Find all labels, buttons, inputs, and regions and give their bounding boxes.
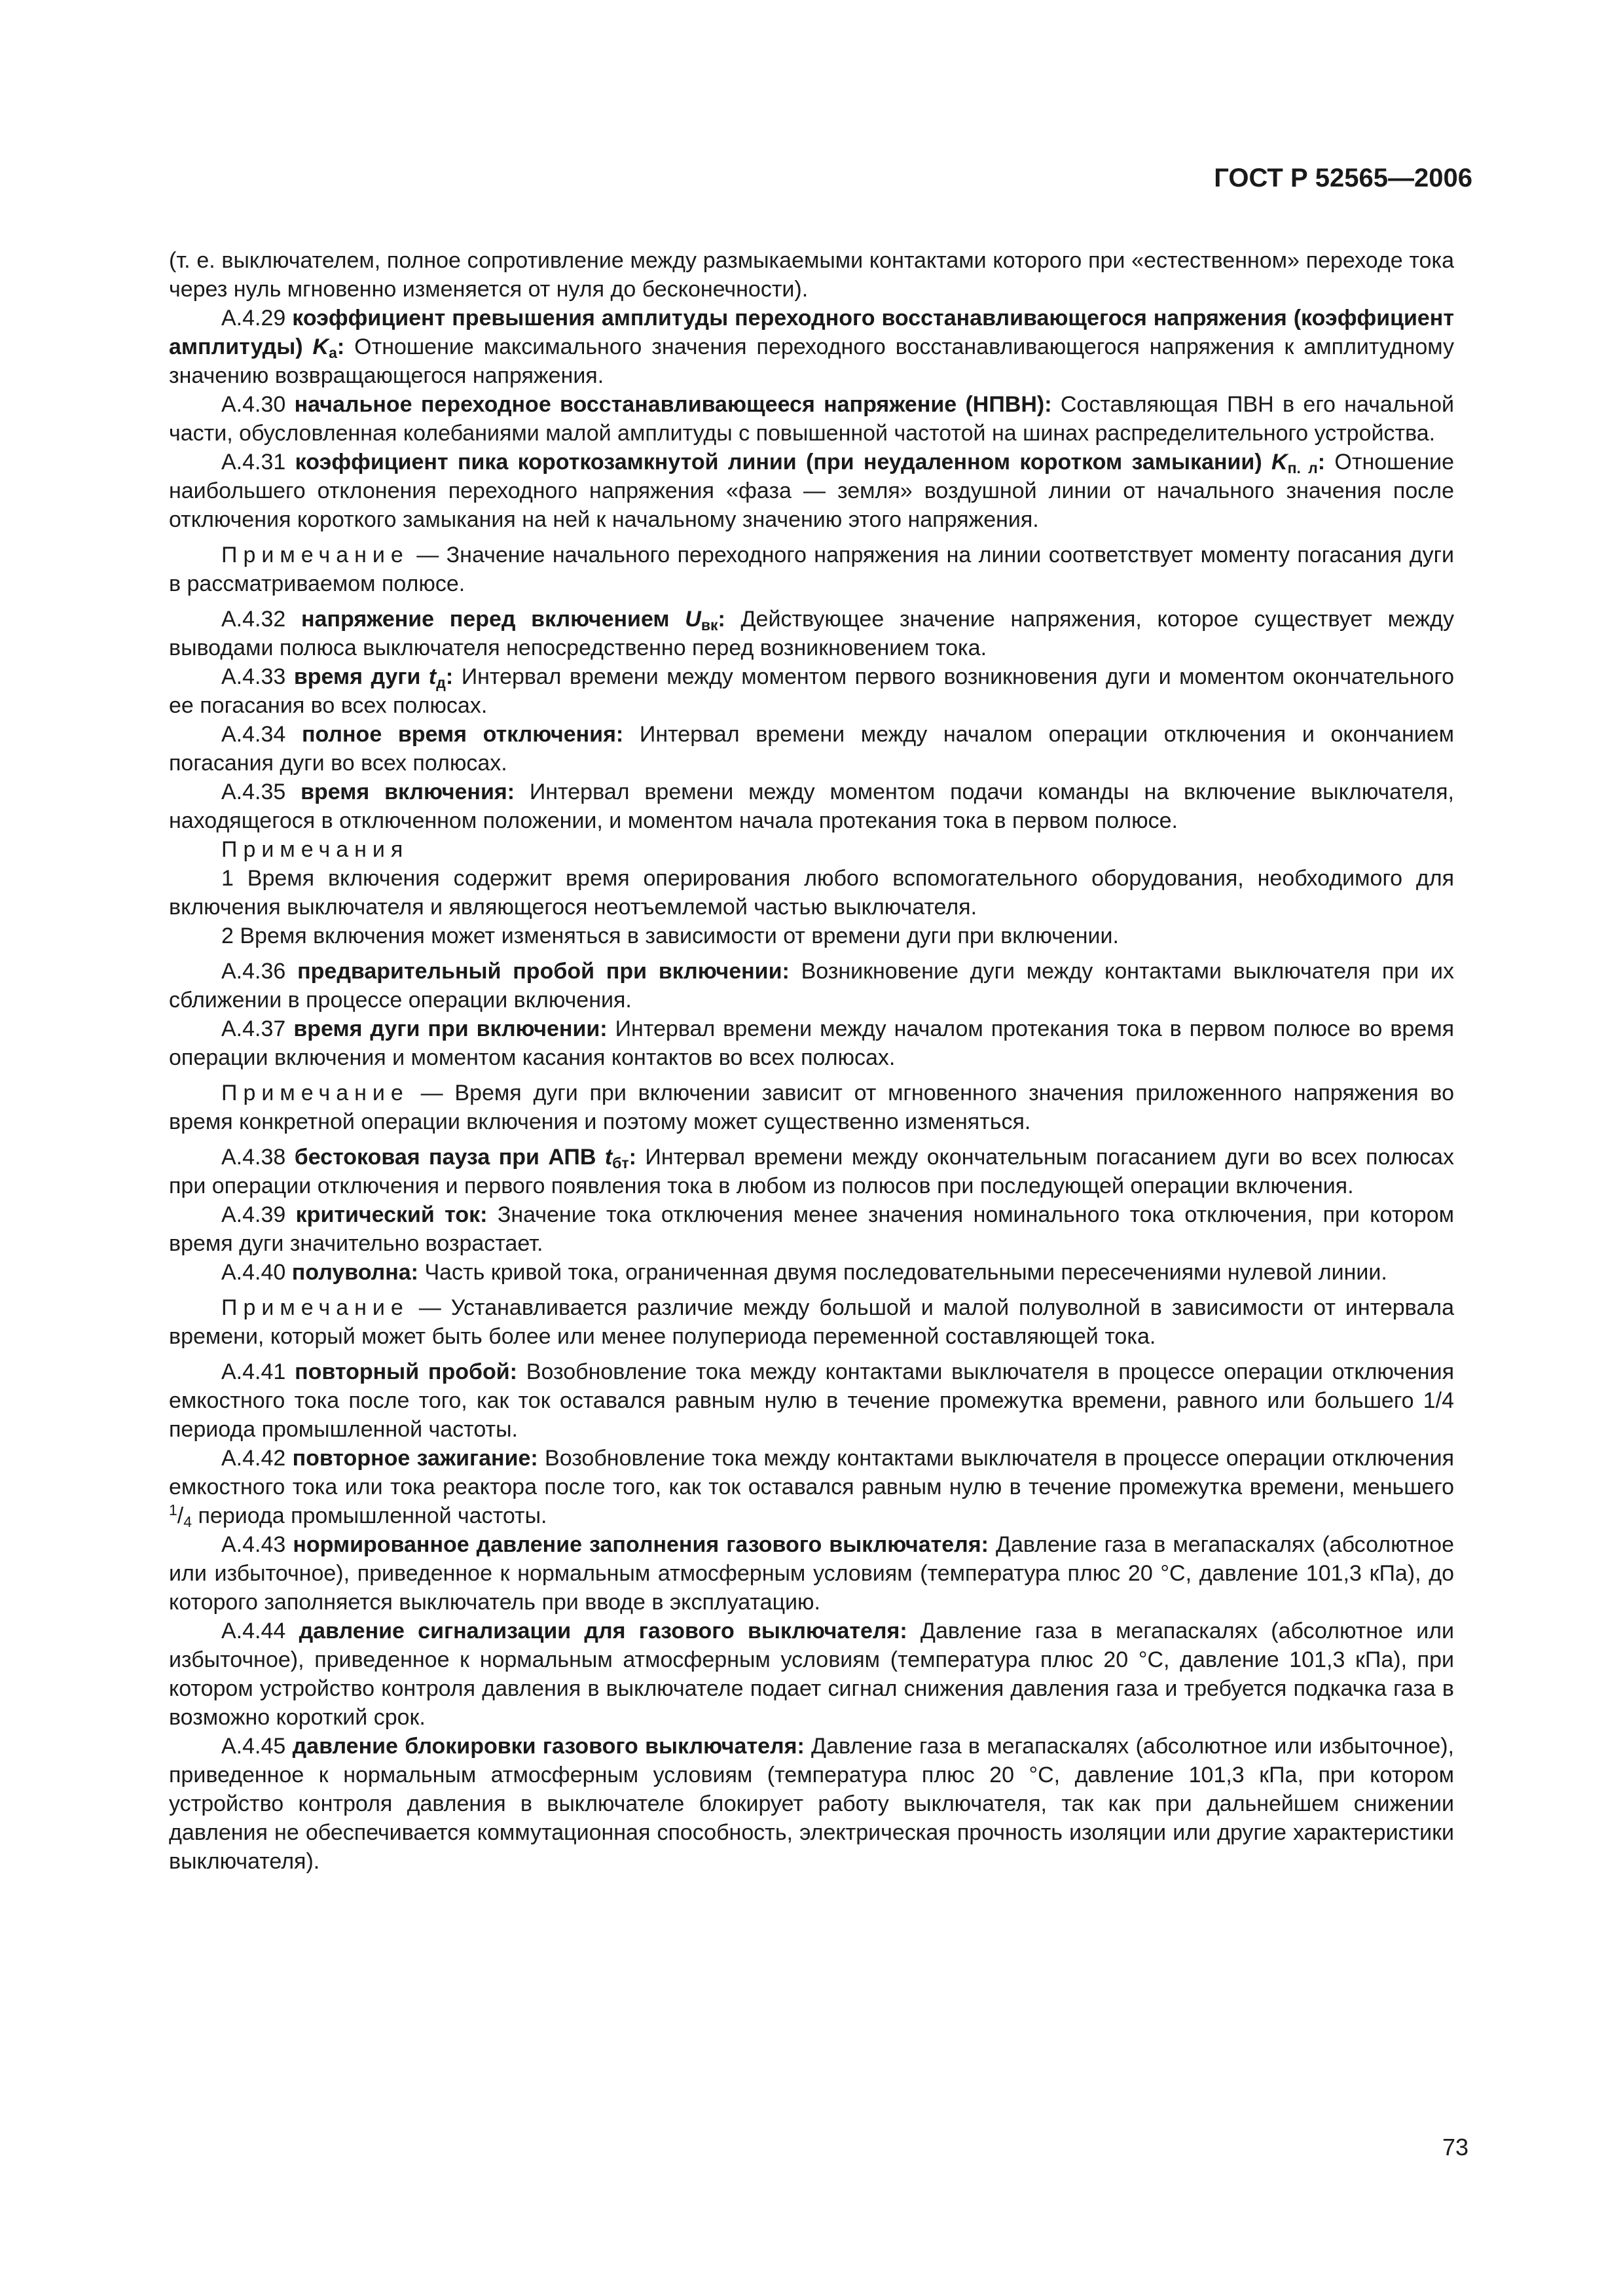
symbol: K bbox=[312, 334, 329, 359]
term: давление сигнализации для газового выключателя: bbox=[299, 1619, 907, 1643]
fraction-numerator: 1 bbox=[169, 1501, 177, 1518]
clause-number: А.4.31 bbox=[221, 450, 295, 475]
note-paragraph bbox=[169, 541, 1454, 598]
symbol-subscript: д bbox=[436, 674, 446, 691]
note-paragraph bbox=[169, 1079, 1454, 1136]
term: начальное переходное восстанавливающееся напряжение (НПВН): bbox=[294, 392, 1052, 417]
note-item-text: 1 Время включения содержит время оперирования любого вспомогательного оборудования, необходимого для включения выключателя и являющегося неотъемлемой частью выключателя. bbox=[169, 866, 1454, 920]
note-label: Примечание bbox=[221, 1295, 409, 1320]
note-item-2 bbox=[169, 922, 1454, 950]
clause-number: А.4.30 bbox=[221, 392, 295, 417]
definition-text-end: периода промышленной частоты. bbox=[192, 1503, 547, 1528]
note-text: — Устанавливается различие между большой и малой полуволной в зависимости от интервала времени, который может быть более или менее полупериода переменной составляющей тока. bbox=[169, 1295, 1454, 1349]
symbol-subscript: вк bbox=[701, 617, 718, 634]
definition-text: Составляющая ПВН в его начальной части, обусловленная колебаниями малой амплитуды с повышенной частотой на шинах распределительного устройства. bbox=[169, 392, 1454, 446]
term: повторное зажигание: bbox=[292, 1446, 538, 1471]
definition-a-4-34 bbox=[169, 720, 1454, 778]
definition-text: Давление газа в мегапаскалях (абсолютное или избыточное), приведенное к нормальным атмосферным условиям (температура плюс 20 °С, давление 101,3 кПа), при котором устройство контроля давления в выключателе подает сигнал снижения давления газа и требуется подкачка газа в возможно короткий срок. bbox=[169, 1619, 1455, 1730]
clause-number: А.4.36 bbox=[221, 959, 298, 984]
clause-number: А.4.34 bbox=[221, 722, 302, 747]
symbol: K bbox=[1271, 450, 1288, 475]
symbol: t bbox=[428, 664, 437, 689]
note-text: — Значение начального переходного напряжения на линии соответствует моменту погасания дуги в рассматриваемом полюсе. bbox=[169, 543, 1454, 596]
term-colon: : bbox=[718, 607, 725, 632]
fraction-denominator: 4 bbox=[183, 1513, 192, 1530]
document-code-header: ГОСТ Р 52565—2006 bbox=[1214, 164, 1472, 192]
note-label: Примечание bbox=[221, 543, 409, 567]
note-paragraph bbox=[169, 1293, 1454, 1351]
term: время дуги при включении: bbox=[293, 1016, 608, 1041]
clause-number: А.4.29 bbox=[221, 306, 293, 331]
page-number: 73 bbox=[1442, 2134, 1468, 2161]
clause-number: А.4.35 bbox=[221, 780, 301, 804]
definition-a-4-39 bbox=[169, 1200, 1454, 1258]
note-text: — Время дуги при включении зависит от мгновенного значения приложенного напряжения во время конкретной операции включения и поэтому может существенно изменяться. bbox=[169, 1081, 1454, 1134]
fraction-one-quarter: $^1/_4$ bbox=[169, 1501, 192, 1530]
term: бестоковая пауза при АПВ bbox=[294, 1145, 605, 1170]
term: критический ток: bbox=[295, 1202, 488, 1227]
definition-a-4-36 bbox=[169, 957, 1454, 1014]
clause-number: А.4.37 bbox=[221, 1016, 294, 1041]
term-colon: : bbox=[337, 334, 345, 359]
definition-a-4-42 bbox=[169, 1444, 1454, 1530]
definition-text: Интервал времени между моментом первого возникновения дуги и моментом окончательного ее погасания во всех полюсах. bbox=[169, 664, 1454, 718]
note-item-text: 2 Время включения может изменяться в зависимости от времени дуги при включении. bbox=[221, 924, 1119, 948]
definition-text: Возобновление тока между контактами выключателя в процессе операции отключения емкостного тока после того, как ток оставался равным нулю в течение промежутка времени, равного или большего 1/4 периода промышленной частоты. bbox=[169, 1359, 1454, 1442]
term: время дуги bbox=[293, 664, 429, 689]
term: время включения: bbox=[301, 780, 515, 804]
symbol-subscript: п. л bbox=[1287, 459, 1318, 476]
term: коэффициент превышения амплитуды переходного восстанавливающегося напряжения (коэффициент амплитуды) bbox=[169, 306, 1454, 359]
clause-number: А.4.44 bbox=[221, 1619, 299, 1643]
clause-number: А.4.45 bbox=[221, 1734, 293, 1759]
definition-text: Часть кривой тока, ограниченная двумя последовательными пересечениями нулевой линии. bbox=[418, 1260, 1387, 1285]
symbol: t bbox=[604, 1145, 613, 1170]
definition-text: Интервал времени между началом операции отключения и окончанием погасания дуги во всех полюсах. bbox=[169, 722, 1454, 776]
term: полное время отключения: bbox=[301, 722, 624, 747]
definition-a-4-30 bbox=[169, 390, 1454, 448]
definition-a-4-29 bbox=[169, 304, 1454, 390]
clause-number: А.4.41 bbox=[221, 1359, 295, 1384]
clause-number: А.4.43 bbox=[221, 1532, 293, 1557]
definition-a-4-32 bbox=[169, 605, 1454, 662]
note-item-1 bbox=[169, 864, 1454, 922]
definition-a-4-43 bbox=[169, 1530, 1454, 1617]
definition-a-4-45 bbox=[169, 1732, 1454, 1876]
definition-a-4-33 bbox=[169, 662, 1454, 720]
term: предварительный пробой при включении: bbox=[297, 959, 790, 984]
definition-text: Интервал времени между началом протекания тока в первом полюсе во время операции включения и моментом касания контактов во всех полюсах. bbox=[169, 1016, 1454, 1070]
definition-text: Интервал времени между моментом подачи команды на включение выключателя, находящегося в отключенном положении, и моментом начала протекания тока в первом полюсе. bbox=[169, 780, 1454, 833]
definition-text: Значение тока отключения менее значения номинального тока отключения, при котором время дуги значительно возрастает. bbox=[169, 1202, 1454, 1256]
definition-a-4-44 bbox=[169, 1617, 1454, 1732]
symbol-subscript: а bbox=[329, 344, 337, 361]
paragraph-text: (т. е. выключателем, полное сопротивление между размыкаемыми контактами которого при «естественном» переходе тока через нуль мгновенно изменяется от нуля до бесконечности). bbox=[169, 248, 1454, 302]
document-body bbox=[169, 246, 1454, 1876]
definition-a-4-37 bbox=[169, 1014, 1454, 1072]
term: давление блокировки газового выключателя: bbox=[292, 1734, 805, 1759]
definition-text: Интервал времени между окончательным погасанием дуги во всех полюсах при операции отключения и первого появления тока в любом из полюсов при последующей операции включения. bbox=[169, 1145, 1454, 1198]
clause-number: А.4.42 bbox=[221, 1446, 293, 1471]
definition-text: Отношение наибольшего отклонения переходного напряжения «фаза — земля» воздушной линии от начального значения после отключения короткого замыкания на ней к начальному значению этого напряжения. bbox=[169, 450, 1454, 532]
paragraph-continuation bbox=[169, 246, 1454, 304]
clause-number: А.4.32 bbox=[221, 607, 302, 632]
definition-text: Давление газа в мегапаскалях (абсолютное или избыточное), приведенное к нормальным атмосферным условиям (температура плюс 20 °С, давление 101,3 кПа, при котором устройство контроля давления в выключателе блокирует работу выключателя, так как при дальнейшем снижении давления не обеспечивается коммутационная способность, электрическая прочность изоляции или другие характеристики выключателя). bbox=[169, 1734, 1454, 1874]
definition-a-4-41 bbox=[169, 1357, 1454, 1444]
clause-number: А.4.33 bbox=[221, 664, 294, 689]
definition-text: Возникновение дуги между контактами выключателя при их сближении в процессе операции включения. bbox=[169, 959, 1455, 1013]
term-colon: : bbox=[1317, 450, 1326, 475]
definition-a-4-35 bbox=[169, 778, 1454, 835]
symbol-subscript: бт bbox=[612, 1155, 629, 1172]
term-colon: : bbox=[445, 664, 454, 689]
definition-a-4-40 bbox=[169, 1258, 1454, 1287]
term: полуволна: bbox=[291, 1260, 419, 1285]
term-colon: : bbox=[629, 1145, 636, 1170]
term: нормированное давление заполнения газового выключателя: bbox=[293, 1532, 989, 1557]
definition-text: Действующее значение напряжения, которое существует между выводами полюса выключателя непосредственно перед возникновением тока. bbox=[169, 607, 1455, 660]
clause-number: А.4.38 bbox=[221, 1145, 295, 1170]
definition-text: Отношение максимального значения переходного восстанавливающегося напряжения к амплитудному значению возвращающегося напряжения. bbox=[169, 334, 1454, 388]
term: коэффициент пика короткозамкнутой линии (при неудаленном коротком замыкании) bbox=[295, 450, 1271, 475]
definition-a-4-31 bbox=[169, 448, 1454, 534]
term: напряжение перед включением bbox=[301, 607, 685, 632]
term: повторный пробой: bbox=[295, 1359, 517, 1384]
clause-number: А.4.39 bbox=[221, 1202, 296, 1227]
clause-number: А.4.40 bbox=[221, 1260, 292, 1285]
note-label: Примечание bbox=[221, 1081, 409, 1105]
definition-text: Возобновление тока между контактами выключателя в процессе операции отключения емкостного тока или тока реактора после того, как ток оставался равным нулю в течение промежутка времени, меньшего bbox=[169, 1446, 1454, 1499]
definition-a-4-38 bbox=[169, 1143, 1454, 1200]
symbol: U bbox=[685, 607, 701, 632]
definition-text: Давление газа в мегапаскалях (абсолютное или избыточное), приведенное к нормальным атмосферным условиям (температура плюс 20 °С, давление 101,3 кПа), до которого заполняется выключатель при вводе в эксплуатацию. bbox=[169, 1532, 1454, 1615]
notes-heading bbox=[169, 835, 1454, 864]
notes-label: Примечания bbox=[221, 837, 409, 862]
